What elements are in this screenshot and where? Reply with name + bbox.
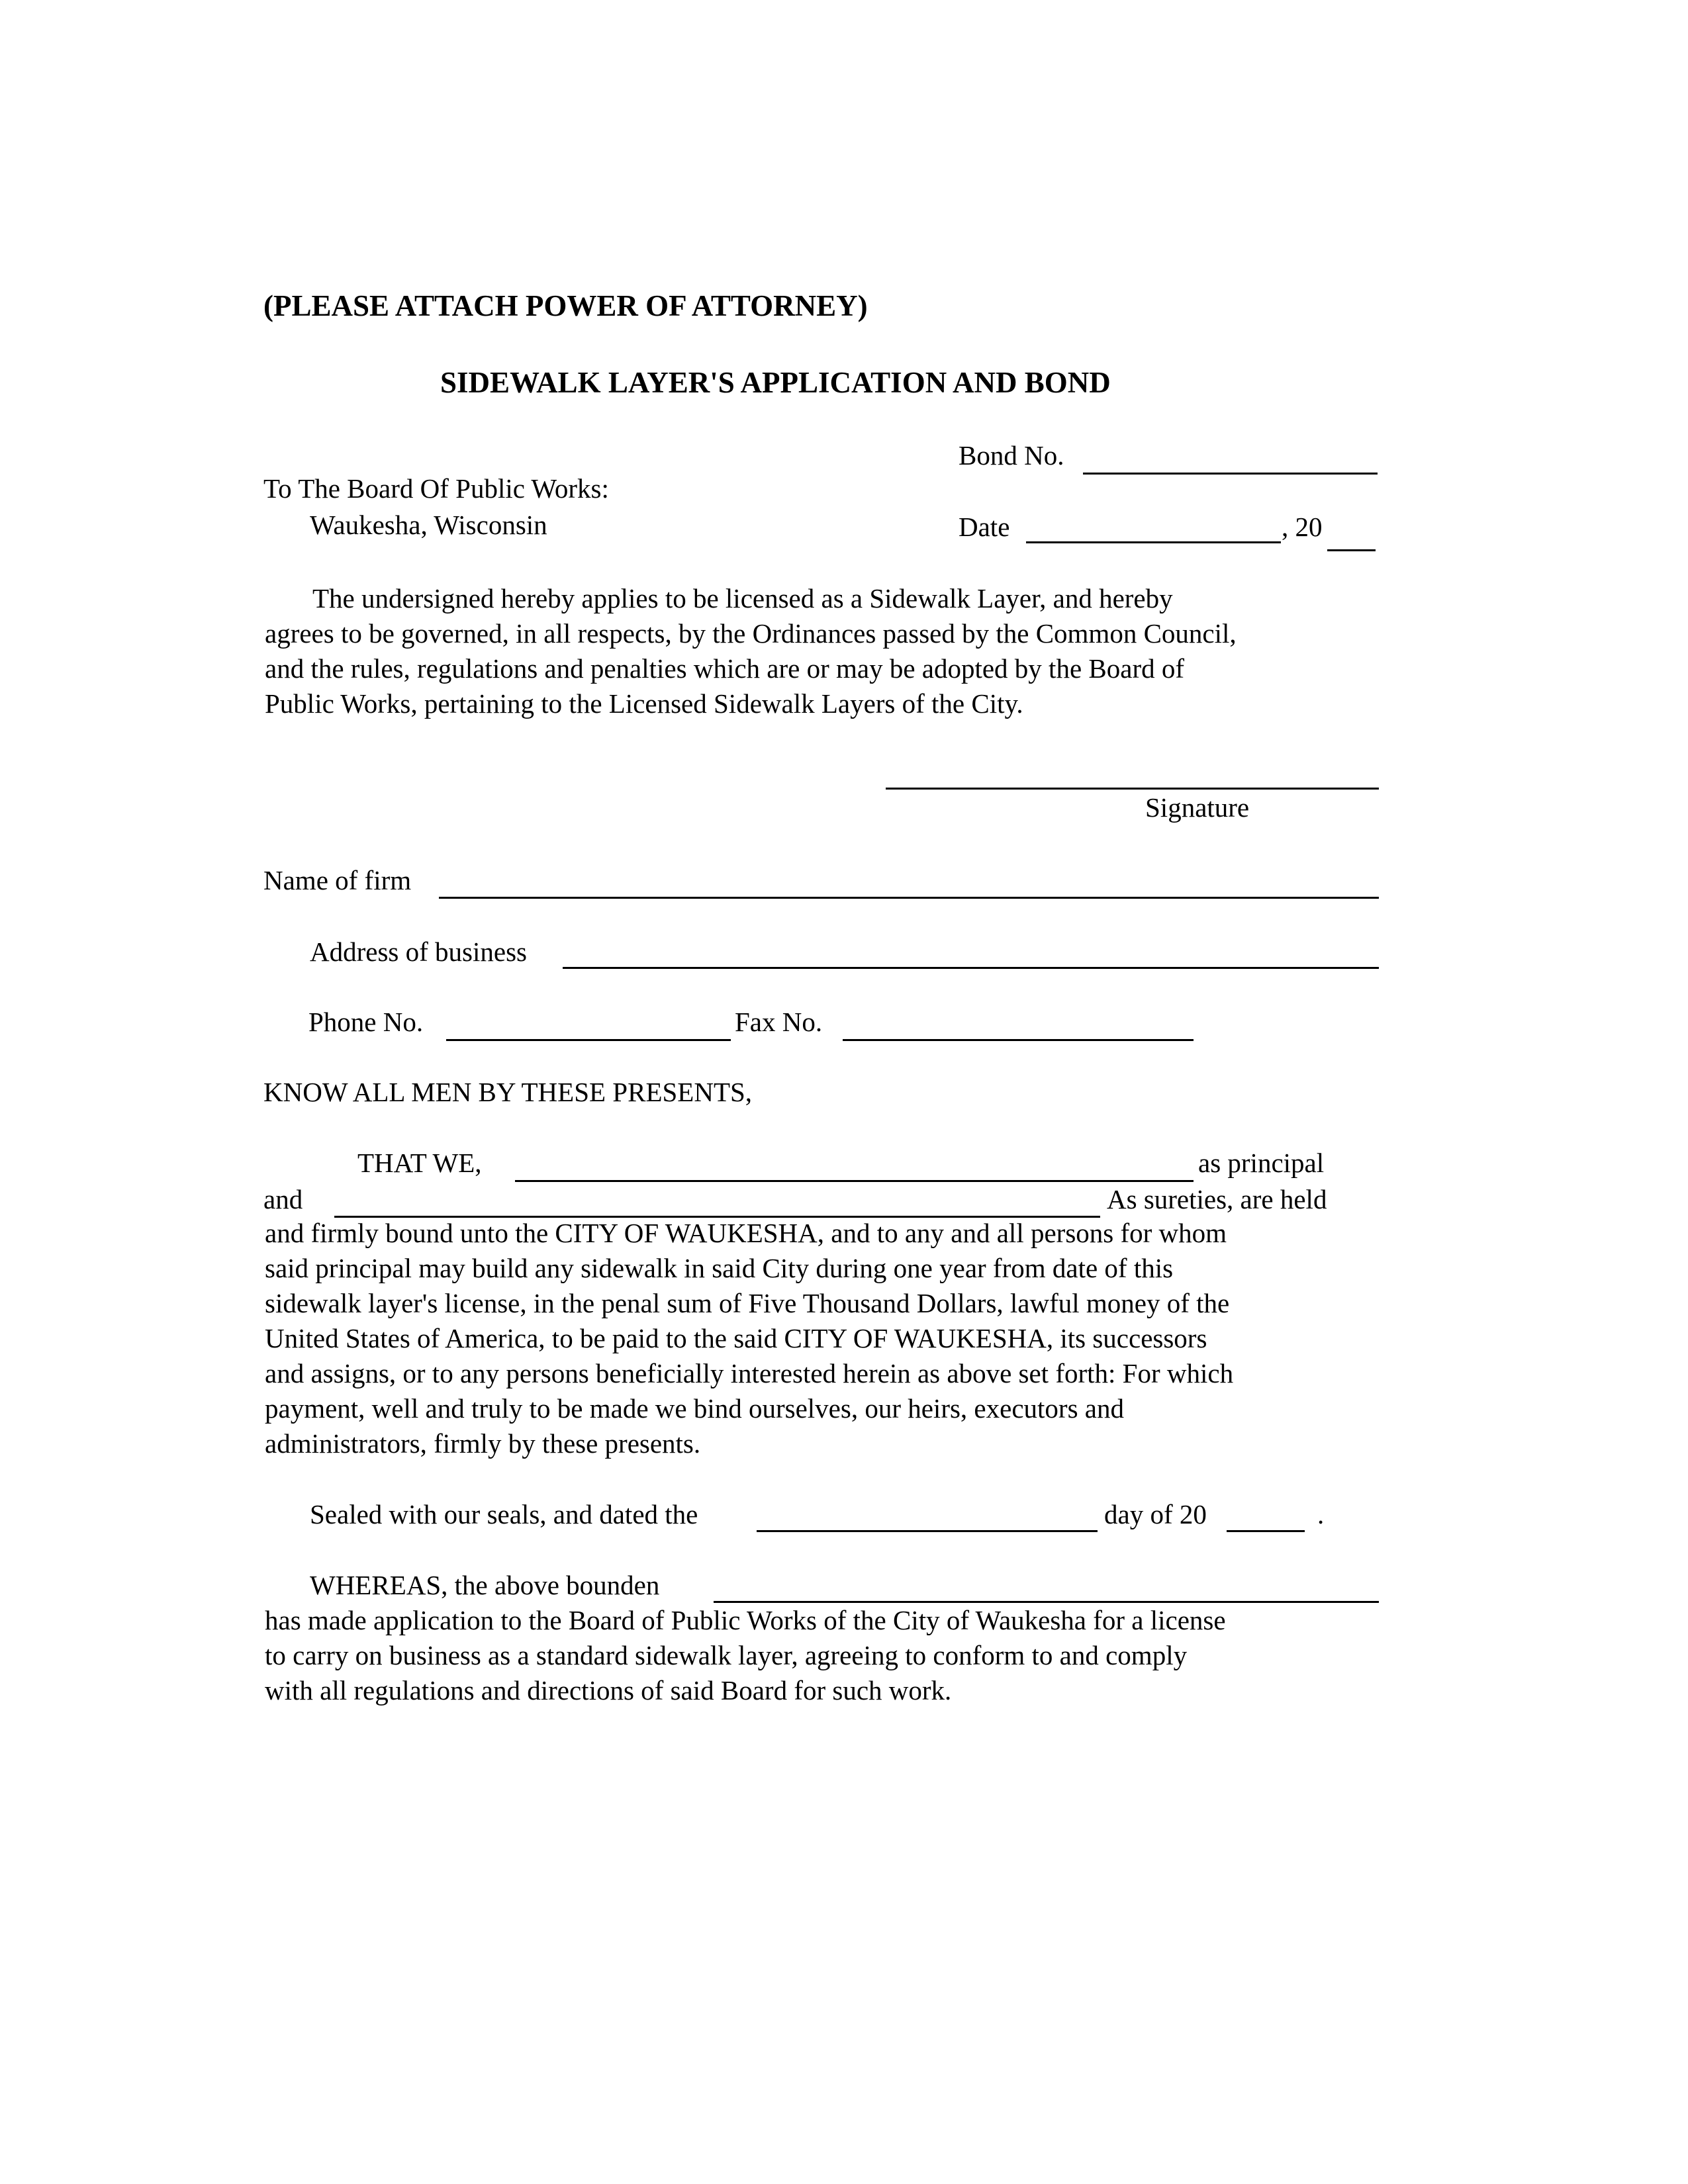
addressee-line-1: To The Board Of Public Works:	[263, 473, 609, 504]
paragraph-line: said principal may build any sidewalk in said City during one year from date of this	[265, 1253, 1174, 1283]
paragraph-line: and firmly bound unto the CITY OF WAUKESHA, and to any and all persons for whom	[265, 1218, 1227, 1248]
paragraph-line: and the rules, regulations and penalties which are or may be adopted by the Board of	[265, 653, 1184, 684]
date-field[interactable]	[1026, 541, 1281, 543]
as-principal-label: as principal	[1198, 1148, 1325, 1178]
phone-label: Phone No.	[308, 1007, 424, 1037]
date-label: Date	[959, 512, 1010, 542]
paragraph-line: The undersigned hereby applies to be licensed as a Sidewalk Layer, and hereby	[312, 583, 1173, 614]
paragraph-line: with all regulations and directions of said Board for such work.	[265, 1675, 952, 1706]
date-year-prefix: , 20	[1282, 512, 1323, 542]
whereas-label: WHEREAS, the above bounden	[310, 1570, 660, 1600]
date-year-field[interactable]	[1327, 549, 1376, 551]
phone-field[interactable]	[446, 1039, 731, 1041]
addressee-line-2: Waukesha, Wisconsin	[310, 510, 547, 540]
bond-heading: KNOW ALL MEN BY THESE PRESENTS,	[263, 1077, 753, 1107]
and-label: and	[263, 1184, 303, 1214]
paragraph-line: payment, well and truly to be made we bind ourselves, our heirs, executors and	[265, 1393, 1124, 1424]
firm-name-label: Name of firm	[263, 865, 412, 895]
paragraph-line: has made application to the Board of Public Works of the City of Waukesha for a license	[265, 1605, 1226, 1635]
as-sureties-label: As sureties, are held	[1107, 1184, 1327, 1214]
fax-field[interactable]	[843, 1039, 1194, 1041]
paragraph-line: to carry on business as a standard sidewalk layer, agreeing to conform to and comply	[265, 1640, 1188, 1670]
paragraph-line: and assigns, or to any persons beneficially interested herein as above set forth: For which	[265, 1358, 1234, 1388]
paragraph-line: Public Works, pertaining to the Licensed Sidewalk Layers of the City.	[265, 688, 1023, 719]
bond-body-paragraph	[265, 1216, 1403, 1461]
sealed-day-field[interactable]	[757, 1530, 1098, 1532]
bond-no-label: Bond No.	[959, 440, 1064, 471]
that-we-label: THAT WE,	[357, 1148, 482, 1178]
power-of-attorney-notice: (PLEASE ATTACH POWER OF ATTORNEY)	[263, 289, 868, 322]
application-paragraph	[265, 581, 1403, 721]
firm-name-field[interactable]	[439, 897, 1379, 899]
signature-field[interactable]	[886, 788, 1379, 790]
bond-no-field[interactable]	[1083, 473, 1378, 475]
principal-field[interactable]	[515, 1180, 1194, 1182]
paragraph-line: United States of America, to be paid to the said CITY OF WAUKESHA, its successors	[265, 1323, 1207, 1353]
paragraph-line: administrators, firmly by these presents.	[265, 1428, 701, 1459]
whereas-paragraph	[265, 1603, 1403, 1708]
sealed-label: Sealed with our seals, and dated the	[310, 1499, 698, 1529]
fax-label: Fax No.	[735, 1007, 823, 1037]
signature-label: Signature	[1145, 792, 1250, 823]
business-address-label: Address of business	[310, 936, 527, 967]
paragraph-line: sidewalk layer's license, in the penal sum of Five Thousand Dollars, lawful money of the	[265, 1288, 1230, 1318]
sealed-period: .	[1317, 1499, 1325, 1529]
business-address-field[interactable]	[563, 967, 1379, 969]
paragraph-line: agrees to be governed, in all respects, by the Ordinances passed by the Common Council,	[265, 618, 1237, 649]
day-of-label: day of 20	[1104, 1499, 1207, 1529]
page-title: SIDEWALK LAYER'S APPLICATION AND BOND	[440, 366, 1111, 399]
sealed-year-field[interactable]	[1227, 1530, 1305, 1532]
